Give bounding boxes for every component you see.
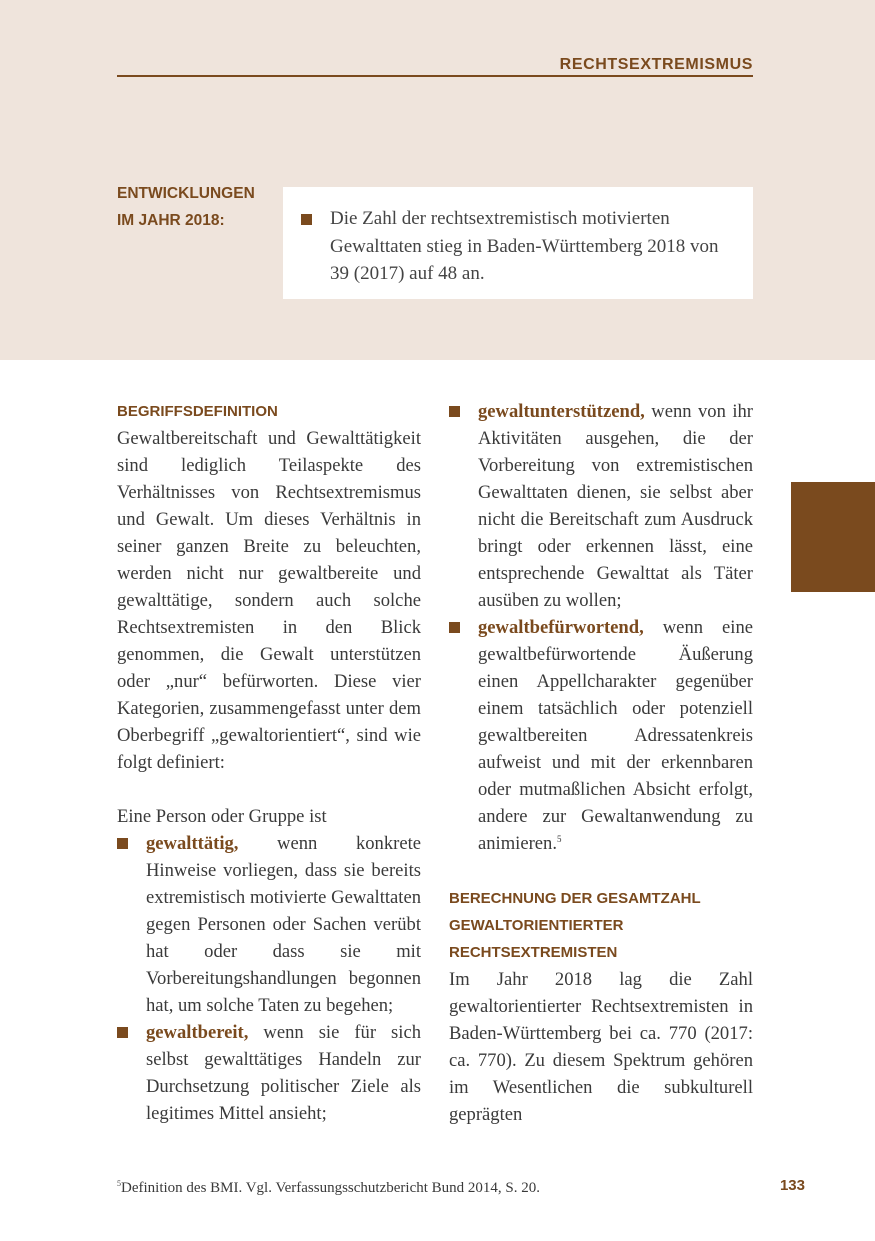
category-text: wenn von ihr Aktivitäten ausgehen, die der Vorbereitung von extremistischen Gewalttaten dienen, sie selbst aber nicht die Bereitschaft zum Ausdruck bringt oder erkennen lässt, eine entsprechende Gewalttat als Täter ausüben zu wollen;: [478, 401, 753, 611]
square-bullet-icon: [117, 1027, 128, 1038]
left-column: [117, 398, 421, 1127]
category-text: wenn sie für sich selbst gewalttätiges Handeln zur Durchsetzung politischer Ziele als legitimes Mittel ansieht;: [146, 1022, 421, 1124]
developments-item-text: Die Zahl der rechtsextremistisch motivierten Gewalttaten stieg in Baden-Württemberg 2018 von 39 (2017) auf 48 an.: [330, 208, 719, 284]
category-item: [117, 1019, 421, 1127]
developments-label: [117, 180, 277, 234]
right-column: [449, 398, 753, 1128]
developments-label-line1: ENTWICKLUNGEN: [117, 185, 255, 202]
calculation-text: Im Jahr 2018 lag die Zahl gewaltorientierter Rechtsextremisten in Baden-Württemberg bei ca. 770 (2017: ca. 770). Zu diesem Spektrum gehören im Wesentlichen die subkulturell geprägten: [449, 969, 753, 1125]
footnote-number: 5: [117, 1179, 121, 1188]
category-item: [449, 398, 753, 614]
square-bullet-icon: [117, 838, 128, 849]
category-item: [117, 830, 421, 1019]
chapter-tab-marker: [791, 482, 875, 592]
category-item: [449, 614, 753, 857]
footnote-reference[interactable]: 5: [557, 834, 562, 844]
page-number: 133: [779, 1177, 805, 1194]
developments-item: [301, 205, 737, 288]
square-bullet-icon: [301, 214, 312, 225]
category-term: gewaltunterstützend,: [478, 401, 645, 422]
footnote: [117, 1180, 540, 1197]
developments-box: [283, 187, 753, 299]
calculation-heading: BERECHNUNG DER GESAMTZAHL GEWALTORIENTIERTER RECHTSEXTREMISTEN: [449, 890, 701, 961]
category-term: gewaltbereit,: [146, 1022, 249, 1043]
spacer: [449, 857, 753, 885]
spacer: [117, 776, 421, 803]
category-text: wenn konkrete Hinweise vorliegen, dass sie bereits extremistisch motivierte Gewalttaten gegen Personen oder Sachen verübt hat oder dass sie mit Vorbereitungshandlungen begonnen hat, um solche Taten zu begehen;: [146, 833, 421, 1016]
definition-heading: BEGRIFFSDEFINITION: [117, 403, 278, 420]
running-title: RECHTSEXTREMISMUS: [559, 56, 753, 73]
square-bullet-icon: [449, 406, 460, 417]
header-rule: [117, 75, 753, 77]
definition-intro: Gewaltbereitschaft und Gewalttätigkeit sind lediglich Teilaspekte des Verhältnisses von Rechtsextremismus und Gewalt. Um dieses Verhältnis in seiner ganzen Breite zu beleuchten, werden nicht nur gewaltbereite und gewalttätige, sondern auch solche Rechtsextremisten in den Blick genommen, die Gewalt unterstützen oder „nur“ befürworten. Diese vier Kategorien, zusammengefasst unter dem Oberbegriff „gewaltorientiert“, sind wie folgt definiert:: [117, 428, 421, 773]
square-bullet-icon: [449, 622, 460, 633]
category-term: gewalttätig,: [146, 833, 239, 854]
footnote-text: Definition des BMI. Vgl. Verfassungsschutzbericht Bund 2014, S. 20.: [121, 1180, 540, 1196]
definition-lead: Eine Person oder Gruppe ist: [117, 806, 327, 827]
category-term: gewaltbefürwortend,: [478, 617, 644, 638]
developments-label-line2: IM JAHR 2018:: [117, 212, 225, 229]
category-text: wenn eine gewaltbefürwortende Äußerung einen Appellcharakter gegenüber einem tatsächlich oder potenziell gewaltbereiten Adressatenkreis aufweist und mit der erkennbaren oder mutmaßlichen Absicht erfolgt, andere zur Gewaltanwendung zu animieren.: [478, 617, 753, 854]
